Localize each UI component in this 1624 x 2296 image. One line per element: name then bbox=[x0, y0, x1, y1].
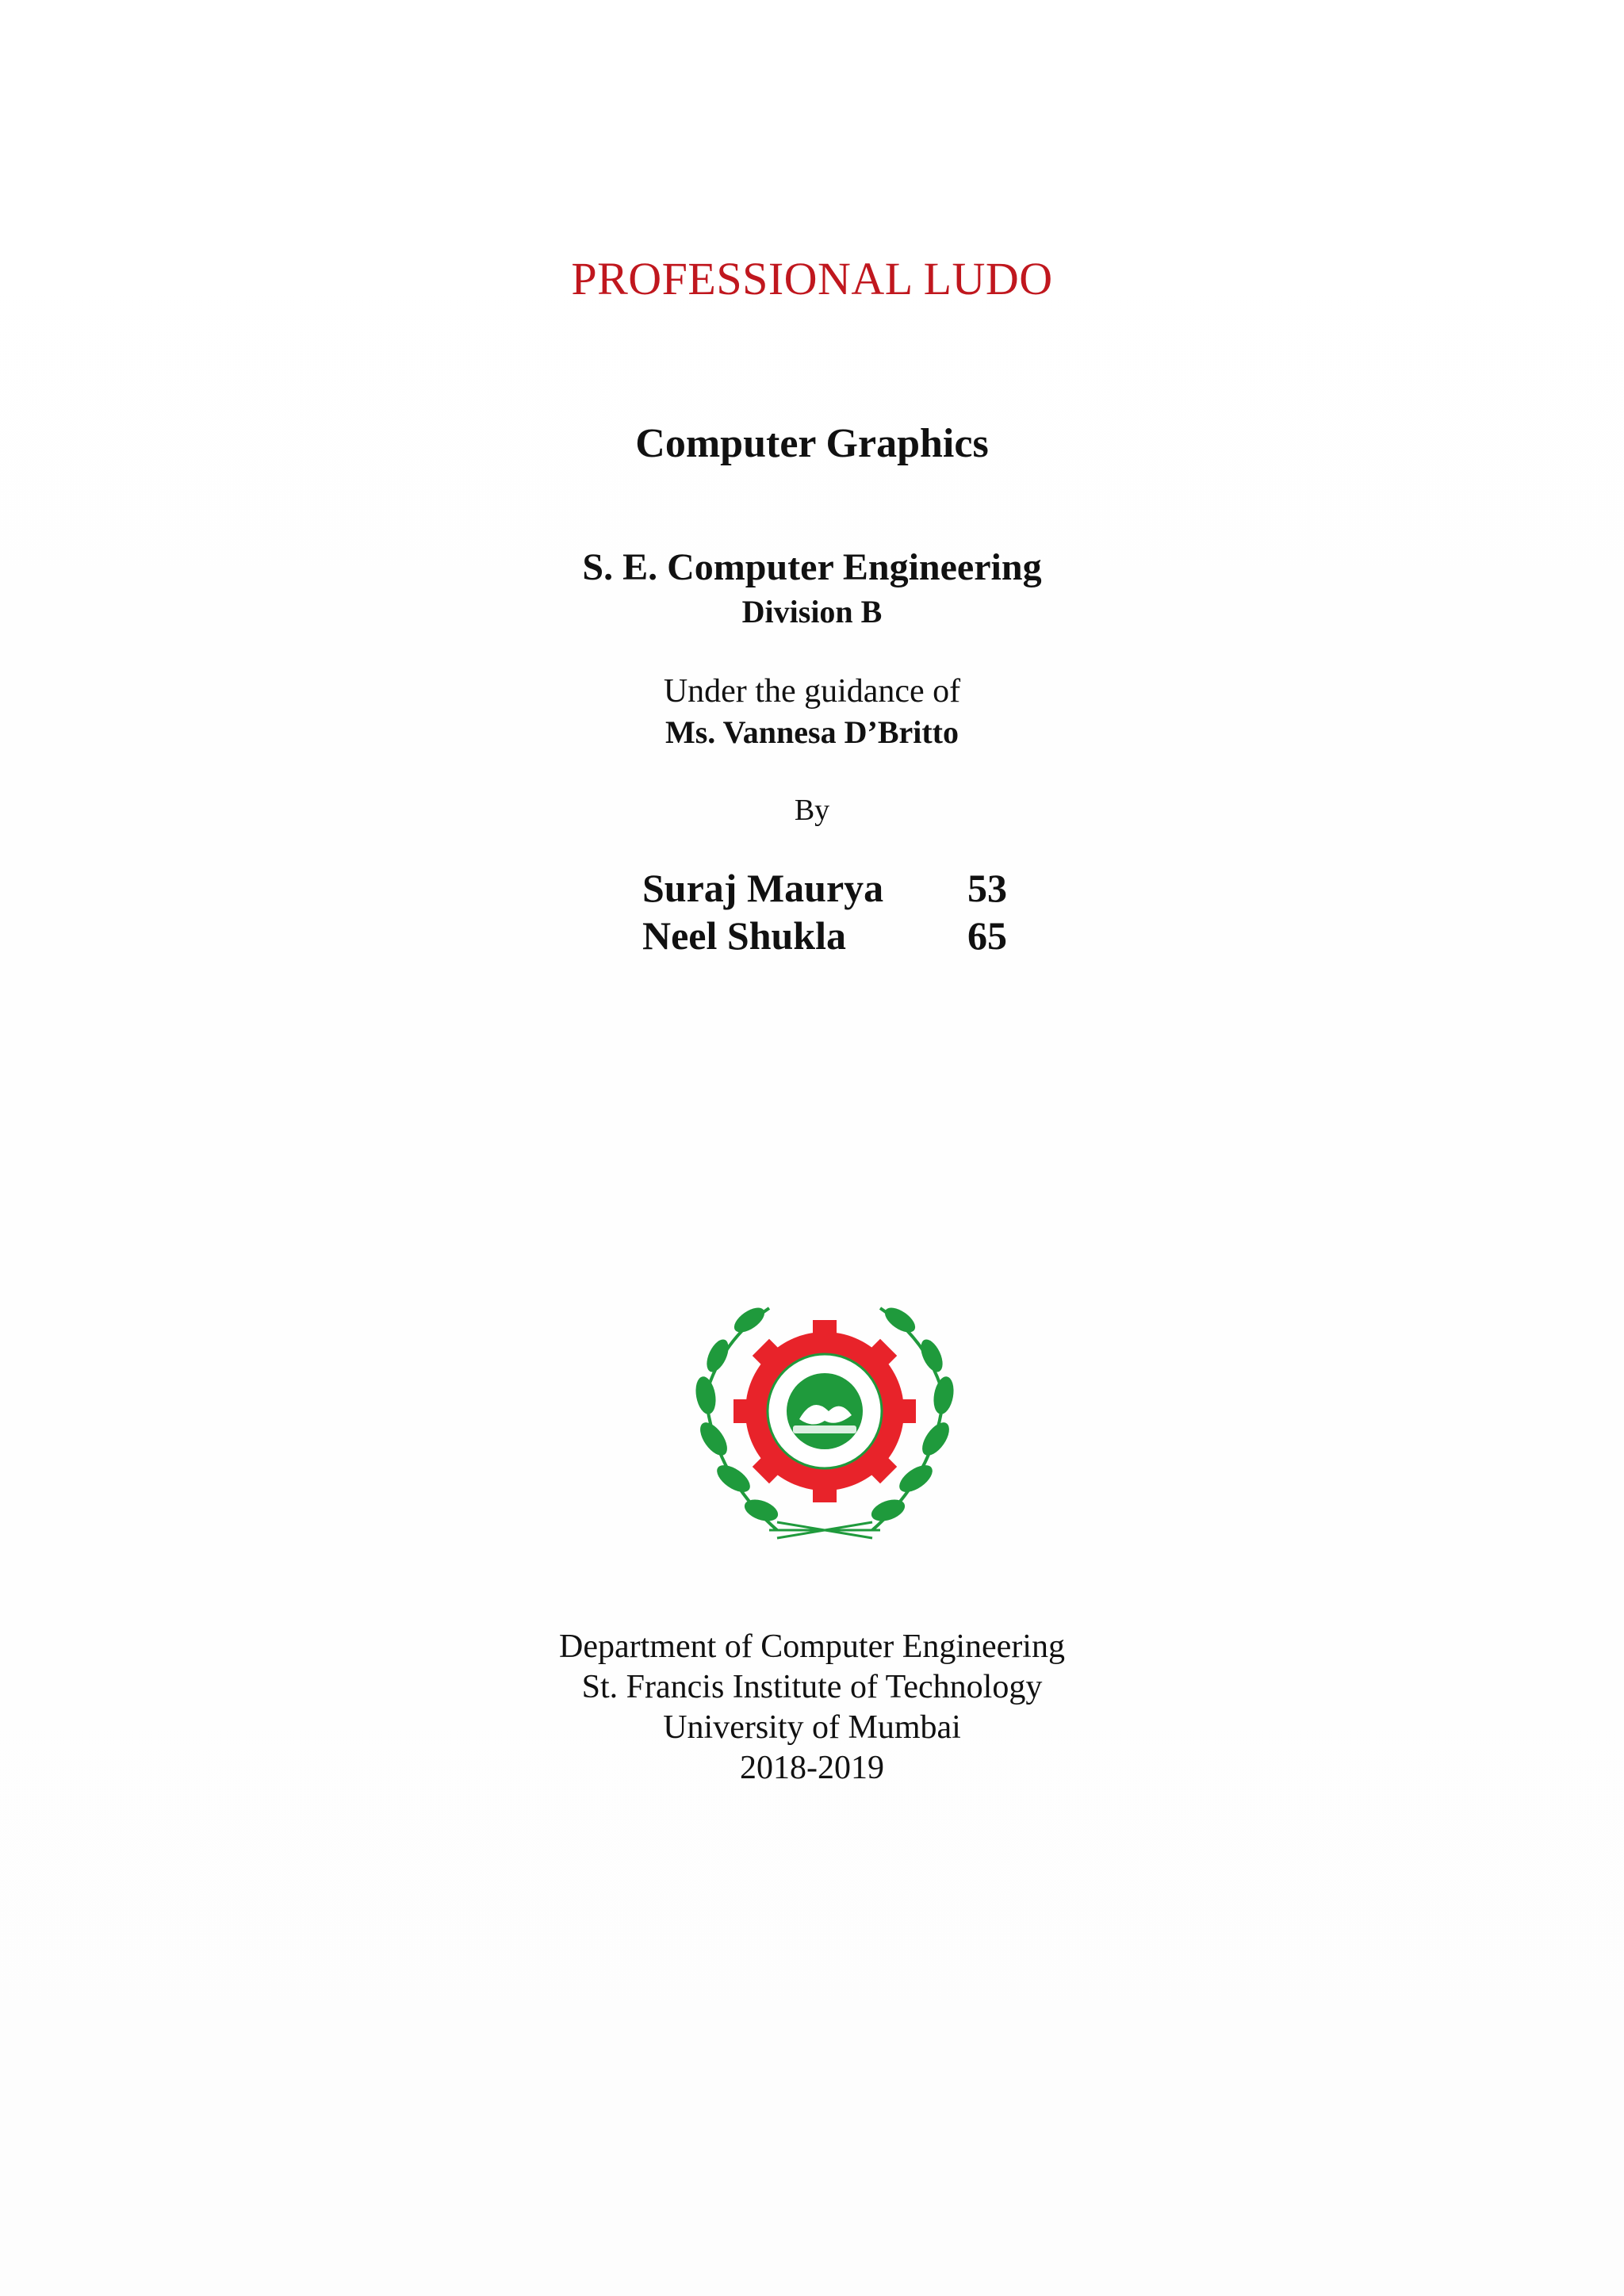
guidance-label: Under the guidance of bbox=[663, 673, 961, 710]
department-name: Department of Computer Engineering bbox=[559, 1628, 1065, 1665]
student-roll: 53 bbox=[967, 866, 1007, 910]
gear-icon bbox=[733, 1320, 916, 1502]
college-emblem-icon bbox=[682, 1292, 967, 1546]
by-label: By bbox=[794, 794, 830, 827]
student-list bbox=[642, 864, 1007, 959]
footer-block bbox=[0, 1627, 1624, 1789]
student-row bbox=[642, 864, 1007, 912]
student-row bbox=[642, 912, 1007, 959]
institute-name: St. Francis Institute of Technology bbox=[581, 1669, 1043, 1705]
project-title: PROFESSIONAL LUDO bbox=[571, 253, 1053, 304]
division-label: Division B bbox=[741, 594, 883, 629]
student-name: Neel Shukla bbox=[642, 913, 847, 958]
student-roll: 65 bbox=[967, 913, 1007, 958]
course-name: S. E. Computer Engineering bbox=[582, 546, 1042, 588]
student-name: Suraj Maurya bbox=[642, 866, 884, 910]
guide-name: Ms. Vannesa D’Britto bbox=[665, 714, 959, 750]
university-name: University of Mumbai bbox=[663, 1709, 961, 1746]
subject-name: Computer Graphics bbox=[635, 421, 989, 466]
academic-year: 2018-2019 bbox=[740, 1750, 884, 1786]
